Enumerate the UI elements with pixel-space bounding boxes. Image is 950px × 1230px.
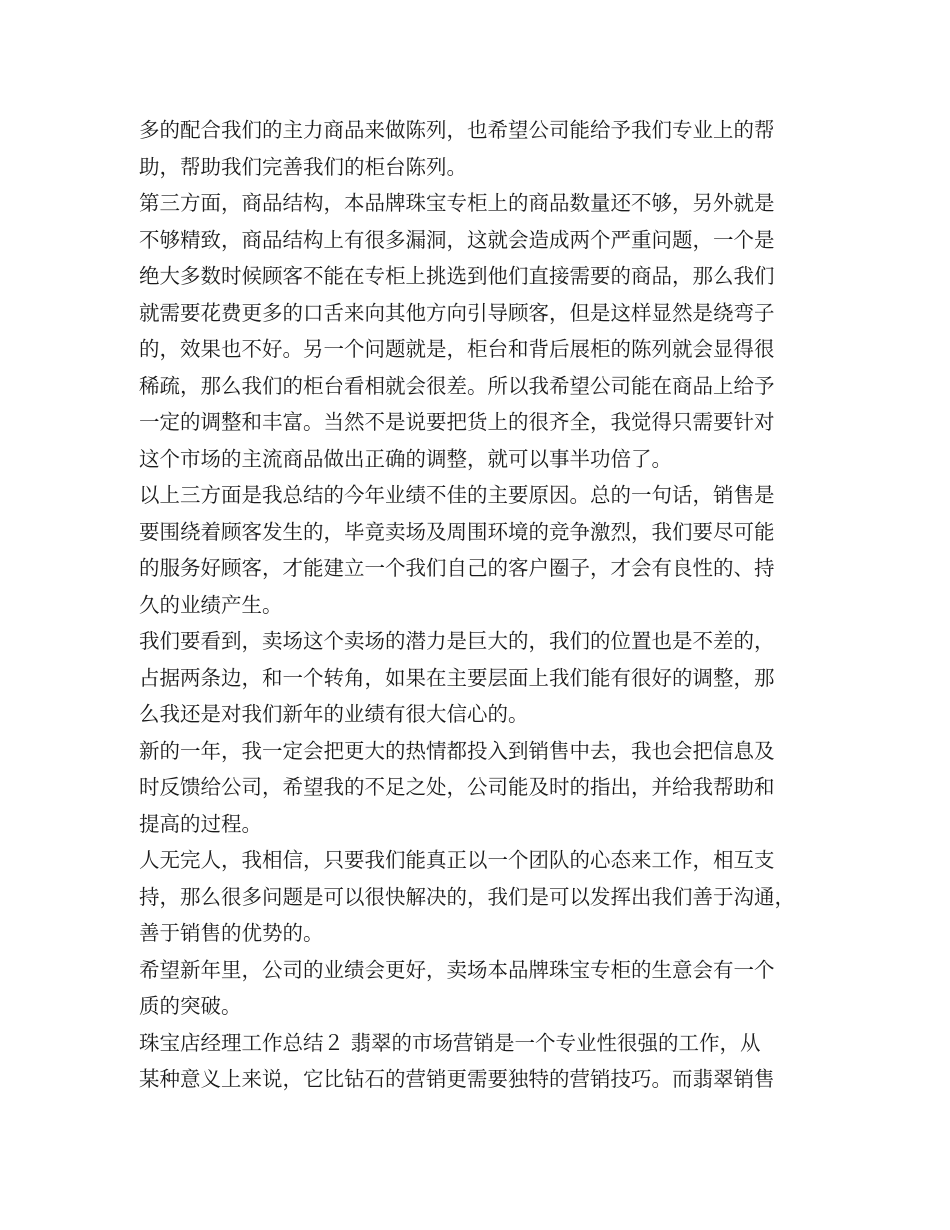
text-line: 助，帮助我们完善我们的柜台陈列。	[139, 154, 467, 179]
text-line: 善于销售的优势的。	[139, 921, 324, 945]
text-line: 第三方面，商品结构，本品牌珠宝专柜上的商品数量还不够，另外就是	[139, 191, 775, 215]
text-line: 某种意义上来说，它比钻石的营销更需要独特的营销技巧。而翡翠销售	[139, 1067, 775, 1091]
text-line: 稀疏，那么我们的柜台看相就会很差。所以我希望公司能在商品上给予	[139, 373, 775, 398]
text-line: 持，那么很多问题是可以很快解决的，我们是可以发挥出我们善于沟通，	[139, 884, 795, 909]
text-line: 就需要花费更多的口舌来向其他方向引导顾客，但是这样显然是绕弯子	[139, 300, 775, 325]
text-line: 新的一年，我一定会把更大的热情都投入到销售中去，我也会把信息及	[139, 738, 775, 763]
text-line: 珠宝店经理工作总结２ 翡翠的市场营销是一个专业性很强的工作，从	[139, 1030, 761, 1055]
document-body	[139, 112, 819, 1098]
text-line: 我们要看到，卖场这个卖场的潜力是巨大的，我们的位置也是不差的，	[139, 629, 775, 653]
text-line: 要围绕着顾客发生的，毕竟卖场及周围环境的竞争激烈，我们要尽可能	[139, 519, 775, 544]
text-line: 人无完人，我相信，只要我们能真正以一个团队的心态来工作，相互支	[139, 848, 775, 872]
text-line: 久的业绩产生。	[139, 592, 283, 617]
text-line: 时反馈给公司，希望我的不足之处，公司能及时的指出，并给我帮助和	[139, 775, 775, 799]
text-line: 占据两条边，和一个转角，如果在主要层面上我们能有很好的调整，那	[139, 665, 775, 690]
text-line: 质的突破。	[139, 994, 242, 1018]
text-line: 希望新年里，公司的业绩会更好，卖场本品牌珠宝专柜的生意会有一个	[139, 957, 775, 982]
text-line: 么我还是对我们新年的业绩有很大信心的。	[139, 702, 529, 726]
text-line: 的，效果也不好。另一个问题就是，柜台和背后展柜的陈列就会显得很	[139, 337, 775, 361]
text-line: 的服务好顾客，才能建立一个我们自己的客户圈子，才会有良性的、持	[139, 556, 775, 580]
text-line: 不够精致，商品结构上有很多漏洞，这就会造成两个严重问题，一个是	[139, 227, 775, 252]
text-line: 以上三方面是我总结的今年业绩不佳的主要原因。总的一句话，销售是	[139, 483, 775, 507]
text-line: 一定的调整和丰富。当然不是说要把货上的很齐全，我觉得只需要针对	[139, 410, 775, 434]
text-line: 多的配合我们的主力商品来做陈列，也希望公司能给予我们专业上的帮	[139, 118, 775, 142]
text-line: 提高的过程。	[139, 811, 262, 836]
text-line: 这个市场的主流商品做出正确的调整，就可以事半功倍了。	[139, 446, 672, 471]
text-line: 绝大多数时候顾客不能在专柜上挑选到他们直接需要的商品，那么我们	[139, 264, 775, 288]
